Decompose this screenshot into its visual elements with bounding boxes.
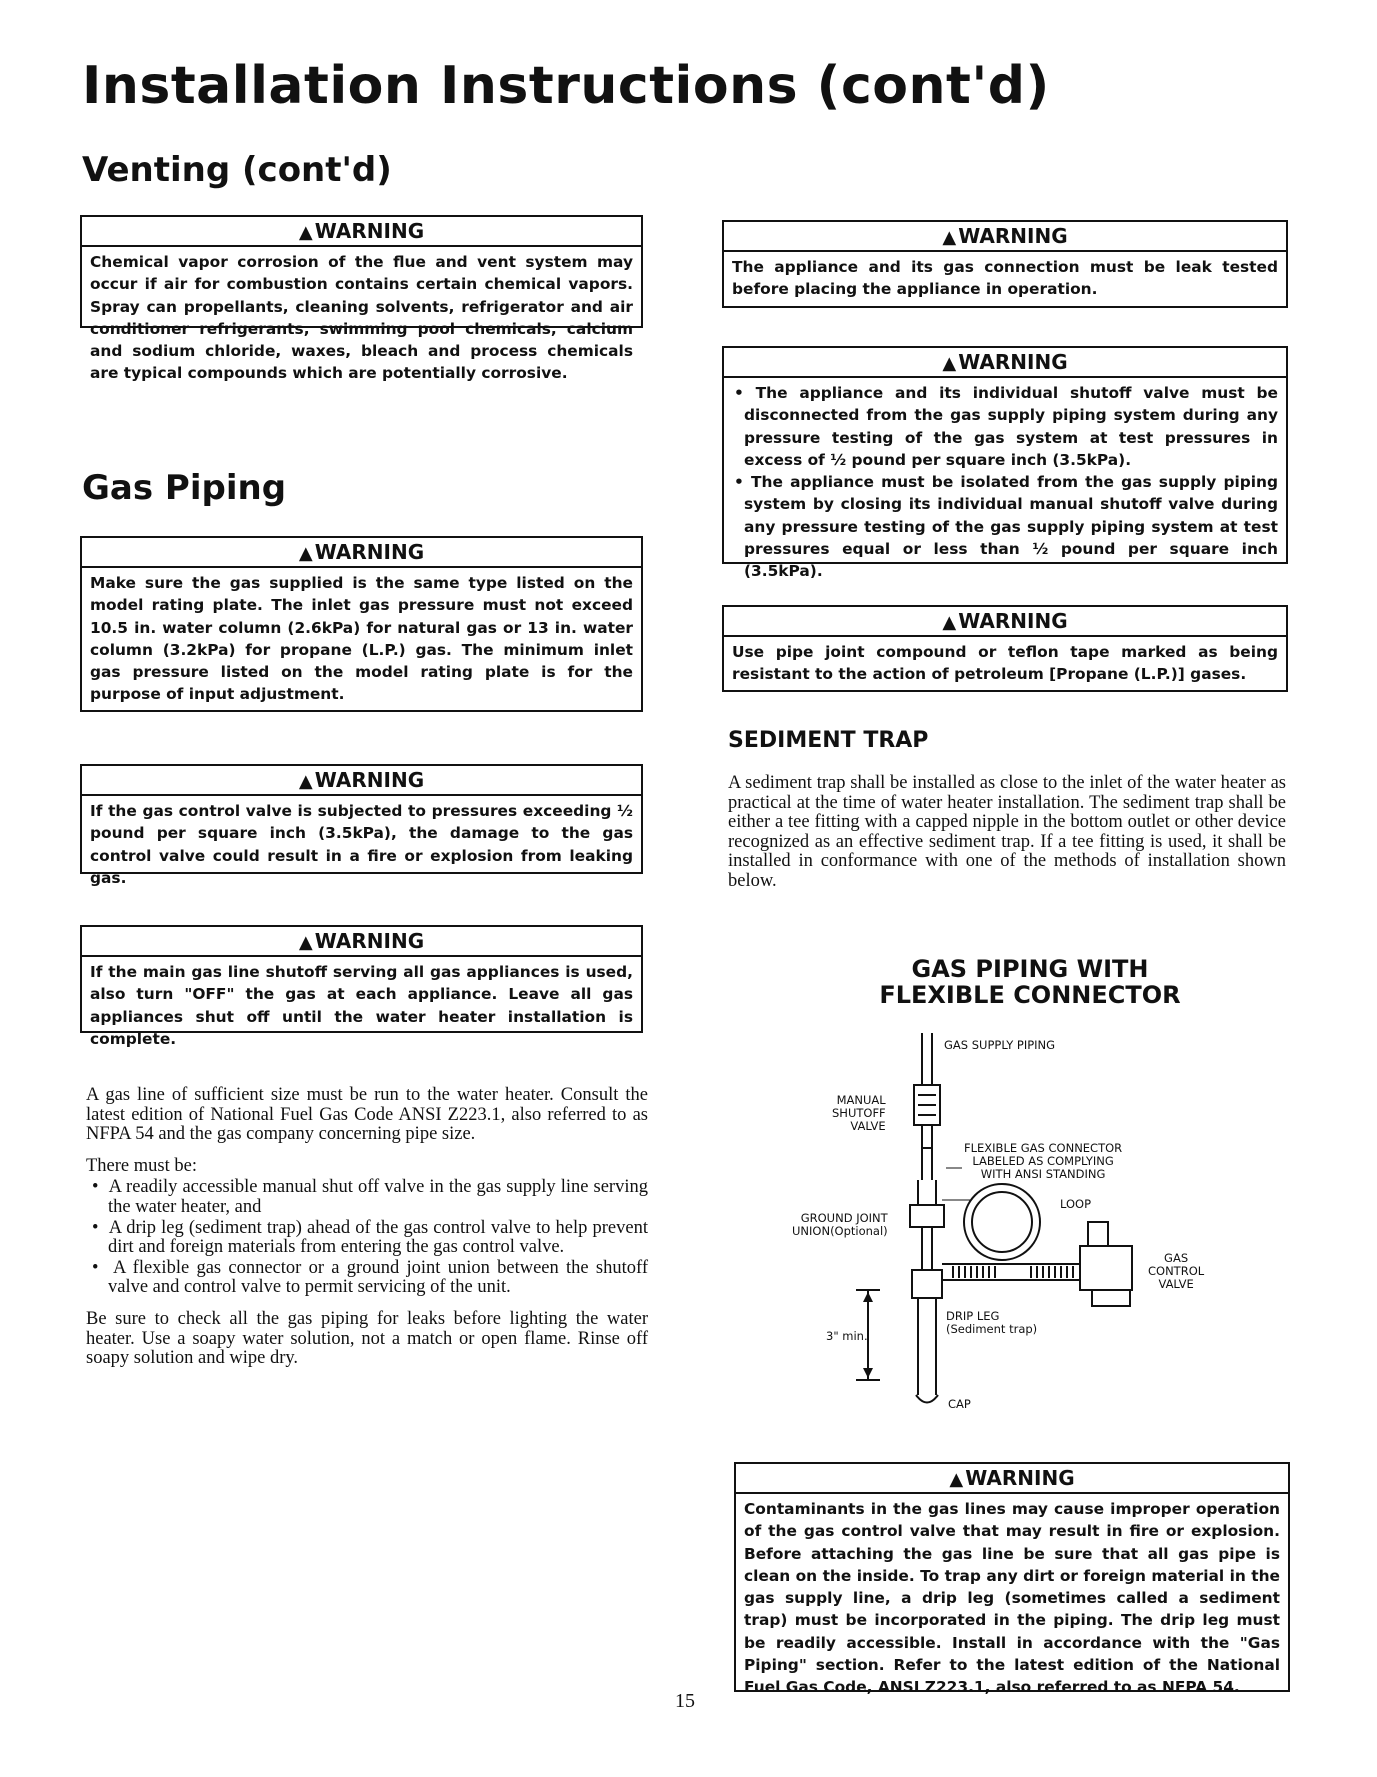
warning-text: The appliance and its gas connection must be leak tested before placing the appliance in operation. — [732, 258, 1278, 299]
warning-triangle-icon: ▲ — [942, 612, 957, 633]
warning-title: ▲ WARNING — [724, 607, 1286, 637]
leak-check-paragraph: Be sure to check all the gas piping for leaks before lighting the water heater. Use a soapy water solution, not a match or open flame. Rinse off soapy solution and wipe dry. — [86, 1308, 648, 1369]
warning-title: ▲ WARNING — [82, 927, 641, 957]
sediment-trap-paragraph: A sediment trap shall be installed as close to the inlet of the water heater as practical at the time of water heater installation. The sediment trap shall be either a tee fitting with a capped nipple in the bottom outlet or other device recognized as an effective sediment trap. If a tee fitting is used, it shall be installed in conformance with one of the methods of installation shown below. — [728, 773, 1286, 891]
label-3-min: 3" min. — [826, 1329, 868, 1343]
label-manual-shutoff-valve: MANUAL SHUTOFF VALVE — [832, 1093, 886, 1133]
diagram-title: GAS PIPING WITH FLEXIBLE CONNECTOR — [879, 955, 1181, 1009]
warning-triangle-icon: ▲ — [949, 1469, 964, 1490]
warning-title: ▲ WARNING — [82, 217, 641, 247]
warning-text: Make sure the gas supplied is the same type listed on the model rating plate. The inlet gas pressure must not exceed 10.5 in. water column (2.6kPa) for natural gas or 13 in. water column (3.2kPa) for propane (L.P.) gas. The minimum inlet gas pressure listed on the model rating plate is for the purpose of input adjustment. — [90, 574, 633, 704]
list-item: • A drip leg (sediment trap) ahead of the gas control valve to help prevent dirt and foreign materials from entering the gas control valve. — [92, 1217, 648, 1258]
warning-title: ▲ WARNING — [736, 1464, 1288, 1494]
list-item: • The appliance must be isolated from the gas supply piping system by closing its individual manual shutoff valve during any pressure testing of the gas supply piping system at test pressures equal or less than ½ pound per square inch (3.5kPa). — [734, 473, 1278, 581]
page-title: Installation Instructions (cont'd) — [82, 56, 1050, 116]
warning-text: Chemical vapor corrosion of the flue and vent system may occur if air for combustion contains certain chemical vapors. Spray can propellants, cleaning solvents, refrigerator and air conditioner refrigerants, swimming pool chemicals, calcium and sodium chloride, waxes, bleach and process chemicals are typical compounds which are potentially corrosive. — [90, 253, 633, 383]
warning-text: Contaminants in the gas lines may cause improper operation of the gas control valve that may result in fire or explosion. Before attaching the gas line be sure that all gas pipe is clean on the inside. To trap any dirt or foreign material in the gas supply line, a drip leg (sometimes called a sediment trap) must be incorporated in the piping. The drip leg must be readily accessible. Install in accordance with the "Gas Piping" section. Refer to the latest edition of the National Fuel Gas Code, ANSI Z223.1, also referred to as NFPA 54. — [744, 1500, 1280, 1697]
warning-text: If the gas control valve is subjected to pressures exceeding ½ pound per square inch (3.5kPa), the damage to the gas control valve could result in a fire or explosion from leaking gas. — [90, 802, 633, 887]
label-gas-supply-piping: GAS SUPPLY PIPING — [944, 1038, 1056, 1052]
warning-box-contaminants — [734, 1462, 1290, 1697]
warning-triangle-icon: ▲ — [298, 543, 313, 564]
list-item: • A flexible gas connector or a ground joint union between the shutoff valve and control valve to permit servicing of the unit. — [92, 1257, 648, 1298]
warning-title: ▲ WARNING — [724, 348, 1286, 378]
gas-line-intro: A gas line of sufficient size must be run to the water heater. Consult the latest edition of National Fuel Gas Code ANSI Z223.1, also referred to as NFPA 54 and the gas company concerning pipe size. — [86, 1085, 648, 1145]
sediment-trap-heading: SEDIMENT TRAP — [728, 728, 929, 753]
warning-triangle-icon: ▲ — [942, 227, 957, 248]
warning-title: ▲ WARNING — [82, 766, 641, 796]
list-item: • A readily accessible manual shut off valve in the gas supply line serving the water heater, and — [92, 1177, 648, 1217]
warning-triangle-icon: ▲ — [298, 222, 313, 243]
list-item: • The appliance and its individual shutoff valve must be disconnected from the gas supply piping system during any pressure testing of the gas system at test pressures in excess of ½ pound per square inch (3.5kPa). — [734, 384, 1278, 469]
warning-text: Use pipe joint compound or teflon tape marked as being resistant to the action of petroleum [Propane (L.P.)] gases. — [732, 643, 1278, 684]
label-ground-joint-union: GROUND JOINT UNION(Optional) — [792, 1211, 888, 1238]
label-drip-leg: DRIP LEG (Sediment trap) — [946, 1309, 1038, 1336]
warning-title: ▲ WARNING — [82, 538, 641, 568]
section-heading-venting: Venting (cont'd) — [82, 150, 392, 190]
label-gas-control-valve: GAS CONTROL VALVE — [1148, 1251, 1205, 1291]
warning-triangle-icon: ▲ — [298, 932, 313, 953]
label-cap: CAP — [948, 1397, 971, 1411]
warning-triangle-icon: ▲ — [942, 353, 957, 374]
label-flexible-connector: FLEXIBLE GAS CONNECTOR LABELED AS COMPLYING WITH ANSI STANDING — [964, 1141, 1123, 1181]
label-loop: LOOP — [1060, 1197, 1092, 1211]
warning-text: If the main gas line shutoff serving all gas appliances is used, also turn "OFF" the gas at each appliance. Leave all gas appliances shut off until the water heater installation is complete. — [90, 963, 633, 1048]
section-heading-gas-piping: Gas Piping — [82, 468, 287, 508]
must-be-label: There must be: — [86, 1155, 197, 1176]
page-number: 15 — [675, 1690, 695, 1712]
warning-title: ▲ WARNING — [724, 222, 1286, 252]
warning-triangle-icon: ▲ — [298, 771, 313, 792]
